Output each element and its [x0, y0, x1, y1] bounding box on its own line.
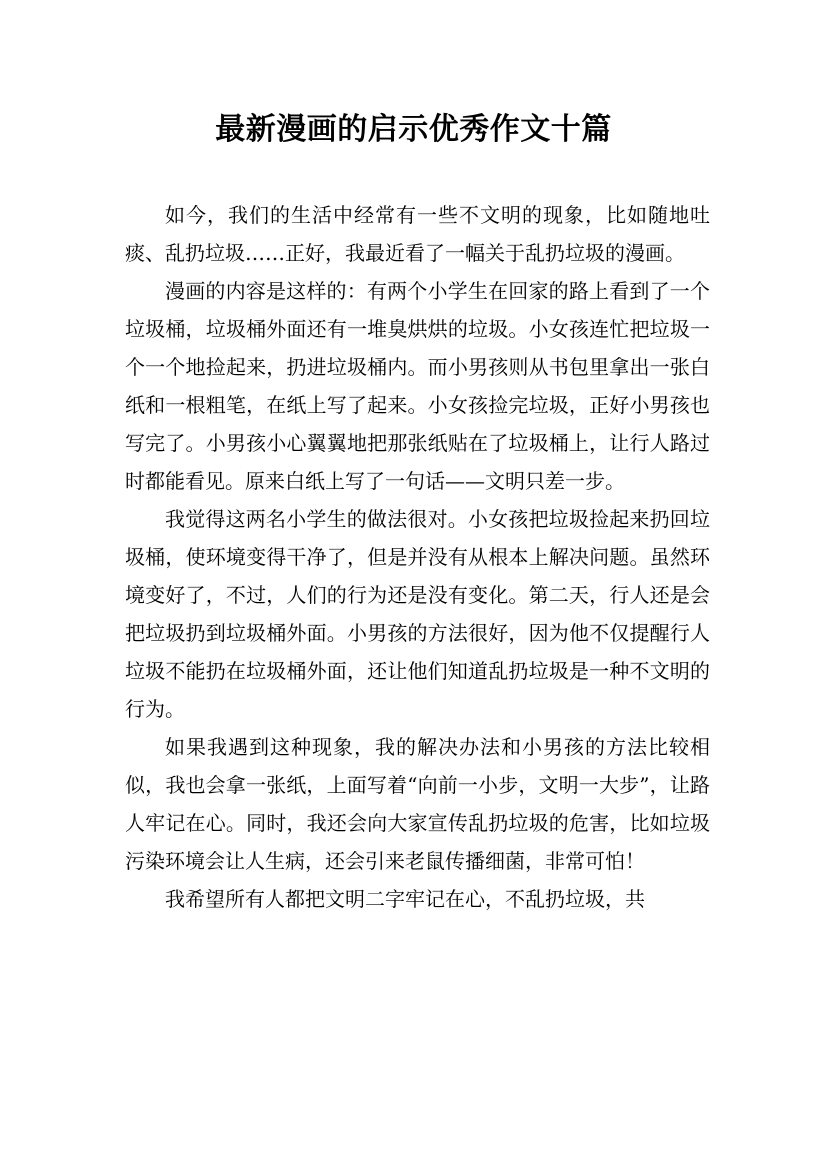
paragraph: 如果我遇到这种现象，我的解决办法和小男孩的方法比较相似，我也会拿一张纸，上面写着“向前一小步，文明一大步”，让路人牢记在心。同时，我还会向大家宣传乱扔垃圾的危害，比如垃圾污染环境会让人生病，还会引来老鼠传播细菌，非常可怕！	[125, 735, 710, 873]
document-body	[125, 196, 710, 918]
document-title: 最新漫画的启示优秀作文十篇	[215, 112, 612, 147]
paragraph: 我希望所有人都把文明二字牢记在心，不乱扔垃圾，共	[165, 887, 645, 911]
paragraph: 漫画的内容是这样的：有两个小学生在回家的路上看到了一个垃圾桶，垃圾桶外面还有一堆臭烘烘的垃圾。小女孩连忙把垃圾一个一个地捡起来，扔进垃圾桶内。而小男孩则从书包里拿出一张白纸和一根粗笔，在纸上写了起来。小女孩捡完垃圾，正好小男孩也写完了。小男孩小心翼翼地把那张纸贴在了垃圾桶上，让行人路过时都能看见。原来白纸上写了一句话——文明只差一步。	[125, 279, 710, 493]
paragraph: 我觉得这两名小学生的做法很对。小女孩把垃圾捡起来扔回垃圾桶，使环境变得干净了，但是并没有从根本上解决问题。虽然环境变好了，不过，人们的行为还是没有变化。第二天，行人还是会把垃圾扔到垃圾桶外面。小男孩的方法很好，因为他不仅提醒行人垃圾不能扔在垃圾桶外面，还让他们知道乱扔垃圾是一种不文明的行为。	[125, 507, 710, 721]
paragraph: 如今，我们的生活中经常有一些不文明的现象，比如随地吐痰、乱扔垃圾……正好，我最近看了一幅关于乱扔垃圾的漫画。	[125, 203, 710, 265]
